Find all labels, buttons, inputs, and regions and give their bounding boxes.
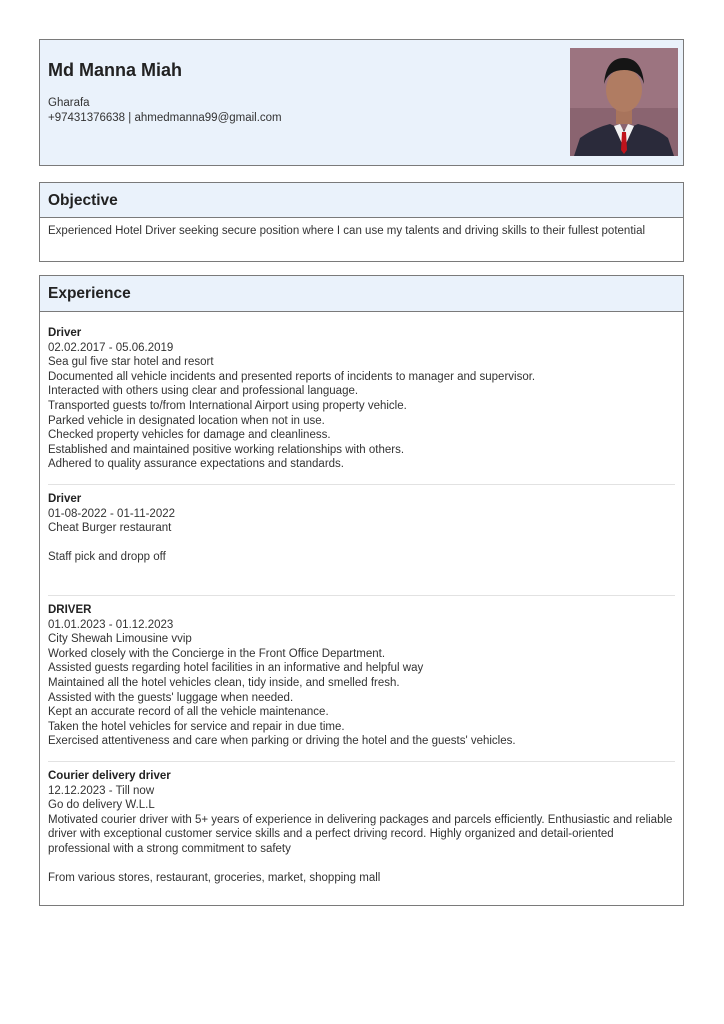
job-dates: 01-08-2022 - 01-11-2022 <box>48 507 176 520</box>
entry-divider <box>48 484 675 485</box>
job-duty: Documented all vehicle incidents and presented reports of incidents to manager and supervisor. <box>48 370 536 383</box>
job-company: Cheat Burger restaurant <box>48 522 172 535</box>
job-duty: From various stores, restaurant, groceries, market, shopping mall <box>48 872 381 885</box>
entry-divider <box>48 761 675 762</box>
profile-photo <box>570 48 678 156</box>
job-company: Sea gul five star hotel and resort <box>48 356 214 369</box>
job-title: Driver <box>48 327 82 339</box>
experience-entry <box>48 492 675 565</box>
job-dates: 12.12.2023 - Till now <box>48 784 155 797</box>
job-duty: Worked closely with the Concierge in the Front Office Department. <box>48 647 386 660</box>
entry-divider <box>48 595 675 596</box>
job-title: Driver <box>48 493 82 505</box>
experience-heading: Experience <box>40 276 683 312</box>
objective-heading: Objective <box>40 183 683 218</box>
location-text: Gharafa <box>48 97 90 109</box>
objective-text: Experienced Hotel Driver seeking secure position where I can use my talents and driving skills to their fullest potential <box>48 225 646 237</box>
phone-email-text: +97431376638 | ahmedmanna99@gmail.com <box>48 112 282 124</box>
candidate-name: Md Manna Miah <box>48 60 182 80</box>
job-duty: Checked property vehicles for damage and cleanliness. <box>48 429 331 442</box>
job-company: Go do delivery W.L.L <box>48 799 155 812</box>
job-duty: Assisted with the guests' luggage when needed. <box>48 691 294 704</box>
job-summary: Motivated courier driver with 5+ years of experience in delivering packages and parcels efficiently. Enthusiastic and reliable driver with exceptional customer service skills and a perfect driving record. Highly organized and detail-oriented professional with a strong commitment to safety <box>48 813 673 855</box>
job-dates: 02.02.2017 - 05.06.2019 <box>48 341 174 354</box>
job-duty: Established and maintained positive working relationships with others. <box>48 443 405 456</box>
profile-photo-graphic <box>570 48 678 156</box>
job-duty: Parked vehicle in designated location when not in use. <box>48 414 325 427</box>
job-duty: Kept an accurate record of all the vehicle maintenance. <box>48 706 329 719</box>
experience-entry <box>48 603 675 749</box>
job-title: Courier delivery driver <box>48 770 171 782</box>
objective-section <box>39 182 684 262</box>
job-duty: Maintained all the hotel vehicles clean, tidy inside, and smelled fresh. <box>48 676 400 689</box>
job-company: City Shewah Limousine vvip <box>48 633 192 646</box>
job-duty: Taken the hotel vehicles for service and repair in due time. <box>48 720 345 733</box>
job-duty: Assisted guests regarding hotel facilities in an informative and helpful way <box>48 662 424 675</box>
job-duty: Staff pick and dropp off <box>48 551 166 564</box>
experience-section <box>39 275 684 906</box>
job-duty: Transported guests to/from International Airport using property vehicle. <box>48 399 407 412</box>
experience-entry <box>48 769 675 886</box>
experience-entry <box>48 326 675 472</box>
job-duty: Interacted with others using clear and professional language. <box>48 385 359 398</box>
job-duty: Adhered to quality assurance expectations and standards. <box>48 458 344 471</box>
job-dates: 01.01.2023 - 01.12.2023 <box>48 618 174 631</box>
header-section <box>39 39 684 166</box>
job-duty: Exercised attentiveness and care when parking or driving the hotel and the guests' vehicles. <box>48 735 516 748</box>
contact-info <box>48 96 282 126</box>
job-title: DRIVER <box>48 604 92 616</box>
